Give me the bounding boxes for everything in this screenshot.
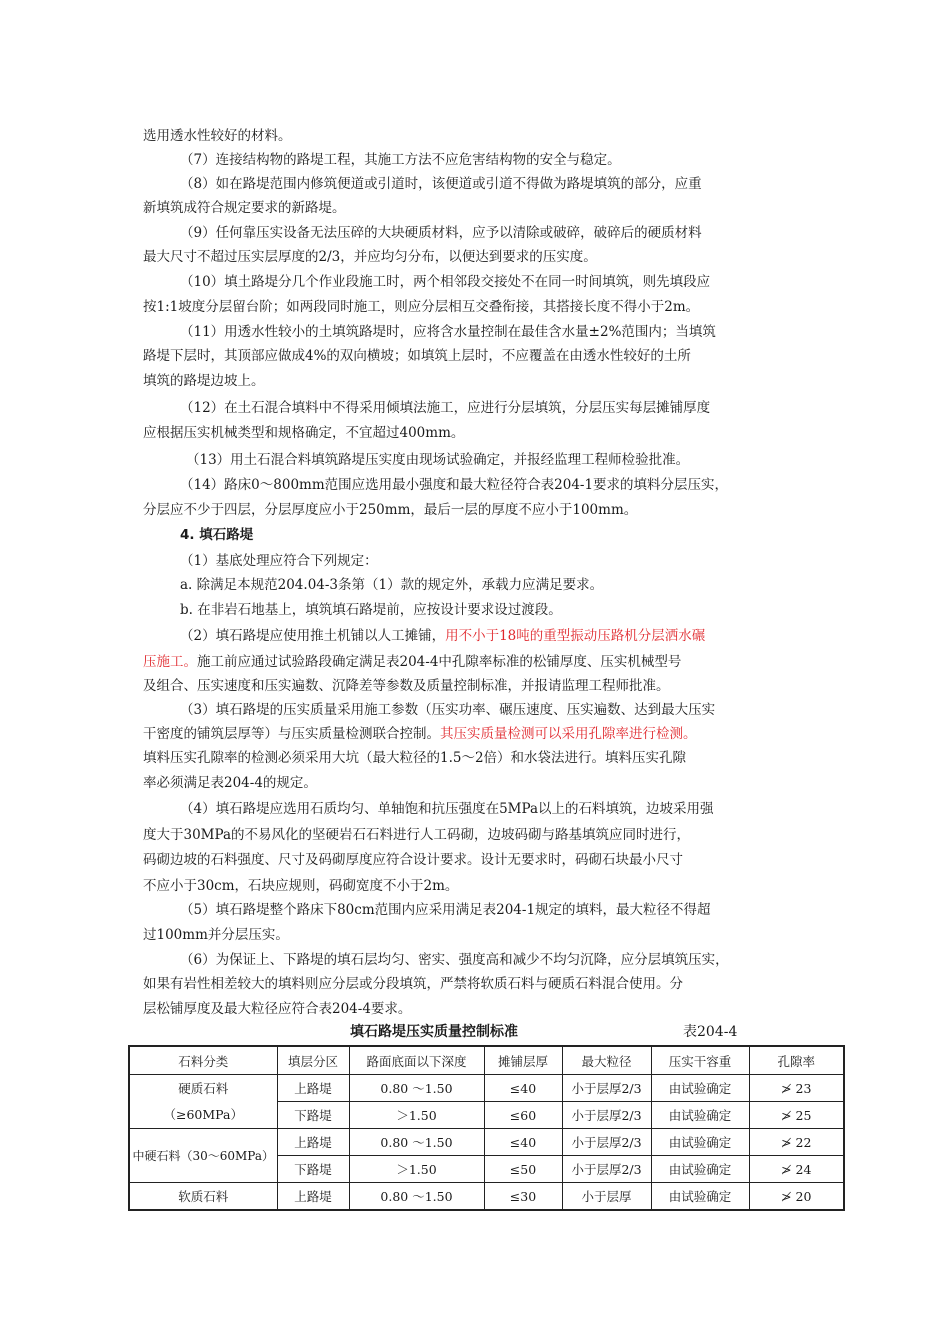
- table-cell: 0.80 ～1.50: [349, 1129, 484, 1156]
- paragraph-line: （14）路床0～800mm范围应选用最小强度和最大粒径符合表204-1要求的填料分层压实，: [180, 477, 729, 493]
- table-row: [129, 1075, 844, 1102]
- table-header-cell: 压实干容重: [651, 1046, 749, 1075]
- table-number: 表204-4: [683, 1024, 738, 1040]
- highlighted-text: 其压实质量检测可以采用孔隙率进行检测。: [440, 726, 697, 742]
- table-cell: 由试验确定: [651, 1156, 749, 1183]
- table-cell: ≤50: [484, 1156, 562, 1183]
- table-row: [129, 1129, 844, 1156]
- table-header-cell: 填层分区: [277, 1046, 349, 1075]
- paragraph-line: （10）填土路堤分几个作业段施工时，两个相邻段交接处不在同一时间填筑，则先填段应: [180, 274, 711, 290]
- paragraph-line: （9）任何靠压实设备无法压碎的大块硬质材料，应予以清除或破碎，破碎后的硬质材料: [180, 225, 702, 241]
- table-cell: 小于层厚2/3: [562, 1156, 651, 1183]
- paragraph-line: [143, 650, 811, 674]
- table-cell: 由试验确定: [651, 1129, 749, 1156]
- table-cell: ≤60: [484, 1102, 562, 1129]
- table-cell: ≯ 22: [749, 1129, 844, 1156]
- paragraph-line: （1）基底处理应符合下列规定：: [180, 553, 378, 569]
- paragraph-line: 填料压实孔隙率的检测必须采用大坑（最大粒径的1.5～2倍）和水袋法进行。填料压实孔隙: [143, 750, 687, 766]
- table-cell: 由试验确定: [651, 1102, 749, 1129]
- paragraph-line: （13）用土石混合料填筑路堤压实度由现场试验确定，并报经监理工程师检验批准。: [186, 452, 690, 468]
- paragraph-line: （12）在土石混合填料中不得采用倾填法施工，应进行分层填筑，分层压实每层摊铺厚度: [180, 400, 711, 416]
- highlighted-text: 用不小于18吨的重型振动压路机分层洒水碾: [445, 628, 706, 644]
- table-cell: 下路堤: [277, 1156, 349, 1183]
- table-cell: 上路堤: [277, 1129, 349, 1156]
- table-cell: ≯ 25: [749, 1102, 844, 1129]
- table-cell: 小于层厚2/3: [562, 1129, 651, 1156]
- table-header-row: [129, 1046, 844, 1075]
- paragraph-line: 新填筑成符合规定要求的新路堤。: [143, 200, 346, 216]
- paragraph-line: 过100mm并分层压实。: [143, 927, 289, 943]
- table-cell: 小于层厚2/3: [562, 1075, 651, 1102]
- paragraph-line: （5）填石路堤整个路床下80cm范围内应采用满足表204-1规定的填料，最大粒径不得超: [180, 902, 711, 918]
- table-cell: 0.80 ～1.50: [349, 1075, 484, 1102]
- paragraph-line: （3）填石路堤的压实质量采用施工参数（压实功率、碾压速度、压实遍数、达到最大压实: [180, 702, 716, 718]
- table-cell: 由试验确定: [651, 1183, 749, 1211]
- section-heading: 4. 填石路堤: [180, 527, 254, 543]
- table-cell: ≯ 23: [749, 1075, 844, 1102]
- table-cell: ≤40: [484, 1129, 562, 1156]
- table-group-cell: [129, 1075, 277, 1129]
- paragraph-line: （11）用透水性较小的土填筑路堤时，应将含水量控制在最佳含水量±2%范围内；当填筑: [180, 324, 716, 340]
- paragraph-line: 层松铺厚度及最大粒径应符合表204-4要求。: [143, 1001, 412, 1017]
- compaction-standard-table: [128, 1045, 845, 1211]
- table-cell: 上路堤: [277, 1075, 349, 1102]
- table-group-cell: 中硬石料（30～60MPa）: [129, 1129, 277, 1183]
- table-cell: ≤40: [484, 1075, 562, 1102]
- table-cell: 0.80 ～1.50: [349, 1183, 484, 1211]
- paragraph-line: 最大尺寸不超过压实层厚度的2/3，并应均匀分布，以便达到要求的压实度。: [143, 249, 597, 265]
- table-header-cell: 路面底面以下深度: [349, 1046, 484, 1075]
- table-title: 填石路堤压实质量控制标准: [350, 1024, 518, 1040]
- table-cell: 小于层厚: [562, 1183, 651, 1211]
- table-header-cell: 最大粒径: [562, 1046, 651, 1075]
- group-sublabel: （≥60MPa）: [163, 1106, 243, 1122]
- paragraph-line: 选用透水性较好的材料。: [143, 128, 292, 144]
- paragraph-line: a. 除满足本规范204.04-3条第（1）款的规定外，承载力应满足要求。: [180, 577, 604, 593]
- paragraph-line: 应根据压实机械类型和规格确定，不宜超过400mm。: [143, 425, 465, 441]
- table-cell: 小于层厚2/3: [562, 1102, 651, 1129]
- paragraph-line: （4）填石路堤应选用石质均匀、单轴饱和抗压强度在5MPa以上的石料填筑，边坡采用强: [180, 801, 714, 817]
- table-cell: 由试验确定: [651, 1075, 749, 1102]
- paragraph-line: 填筑的路堤边坡上。: [143, 373, 265, 389]
- table-header-cell: 石料分类: [129, 1046, 277, 1075]
- paragraph-line: 不应小于30cm，石块应规则，码砌宽度不小于2m。: [143, 878, 459, 894]
- paragraph-line: b. 在非岩石地基上，填筑填石路堤前，应按设计要求设过渡段。: [180, 602, 562, 618]
- table-group-cell: 软质石料: [129, 1183, 277, 1211]
- paragraph-line: 及组合、压实速度和压实遍数、沉降差等参数及质量控制标准，并报请监理工程师批准。: [143, 678, 670, 694]
- paragraph-line: 路堤下层时，其顶部应做成4%的双向横坡；如填筑上层时，不应覆盖在由透水性较好的土所: [143, 348, 691, 364]
- table-cell: ≯ 20: [749, 1183, 844, 1211]
- paragraph-line: [180, 624, 848, 648]
- table-cell: ≤30: [484, 1183, 562, 1211]
- paragraph-line: 度大于30MPa的不易风化的坚硬岩石石料进行人工码砌，边坡码砌与路基填筑应同时进行，: [143, 827, 691, 843]
- group-label: 硬质石料: [178, 1080, 229, 1096]
- paragraph-line: 按1:1坡度分层留台阶；如两段同时施工，则应分层相互交叠衔接，其搭接长度不得小于2m。: [143, 299, 700, 315]
- paragraph-line: （6）为保证上、下路堤的填石层均匀、密实、强度高和减少不均匀沉降，应分层填筑压实，: [180, 952, 729, 968]
- table-header-cell: 孔隙率: [749, 1046, 844, 1075]
- text-run: 施工前应通过试验路段确定满足表204-4中孔隙率标准的松铺厚度、压实机械型号: [197, 654, 682, 670]
- table-header-cell: 摊铺层厚: [484, 1046, 562, 1075]
- text-run: （2）填石路堤应使用推土机铺以人工摊铺，: [180, 628, 446, 644]
- paragraph-line: （7）连接结构物的路堤工程，其施工方法不应危害结构物的安全与稳定。: [180, 152, 621, 168]
- table-cell: ＞1.50: [349, 1102, 484, 1129]
- paragraph-line: 如果有岩性相差较大的填料则应分层或分段填筑，严禁将软质石料与硬质石料混合使用。分: [143, 976, 683, 992]
- table-cell: ≯ 24: [749, 1156, 844, 1183]
- paragraph-line: 码砌边坡的石料强度、尺寸及码砌厚度应符合设计要求。设计无要求时，码砌石块最小尺寸: [143, 852, 683, 868]
- text-run: 干密度的铺筑层厚等）与压实质量检测联合控制。: [143, 726, 440, 742]
- table-row: [129, 1183, 844, 1211]
- table-cell: 下路堤: [277, 1102, 349, 1129]
- paragraph-line: （8）如在路堤范围内修筑便道或引道时，该便道或引道不得做为路堤填筑的部分，应重: [180, 176, 702, 192]
- table-cell: 上路堤: [277, 1183, 349, 1211]
- highlighted-text: 压施工。: [143, 654, 197, 670]
- paragraph-line: [143, 722, 811, 746]
- paragraph-line: 分层应不少于四层，分层厚度应小于250mm，最后一层的厚度不应小于100mm。: [143, 502, 638, 518]
- table-cell: ＞1.50: [349, 1156, 484, 1183]
- paragraph-line: 率必须满足表204-4的规定。: [143, 775, 317, 791]
